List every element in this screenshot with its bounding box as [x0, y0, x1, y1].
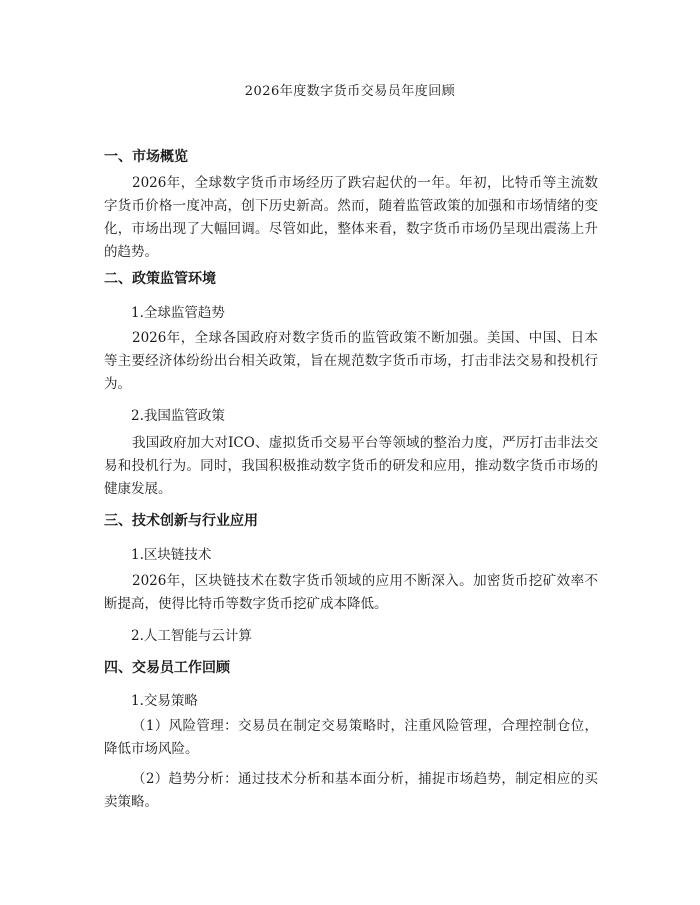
- section-2-paragraph-2: 我国政府加大对ICO、虚拟货币交易平台等领域的整治力度，严厉打击非法交易和投机行为。同时，我国积极推动数字货币的研发和应用，推动数字货币市场的健康发展。: [104, 435, 598, 497]
- section-2-subheading-1: 1.全球监管趋势: [131, 305, 225, 321]
- section-1-paragraph: 2026年，全球数字货币市场经历了跌宕起伏的一年。年初，比特币等主流数字货币价格一度冲高，创下历史新高。然而，随着监管政策的加强和市场情绪的变化，市场出现了大幅回调。尽管如此，整体来看，数字货币市场仍呈现出震荡上升的趋势。: [104, 175, 598, 260]
- section-2-heading: 二、政策监管环境: [104, 271, 216, 287]
- section-3-subheading-1: 1.区块链技术: [131, 547, 212, 563]
- section-4-item-2: （2）趋势分析：通过技术分析和基本面分析，捕捉市场趋势，制定相应的买卖策略。: [104, 771, 598, 810]
- section-3-paragraph-1: 2026年，区块链技术在数字货币领域的应用不断深入。加密货币挖矿效率不断提高，使得比特币等数字货币挖矿成本降低。: [104, 573, 598, 612]
- section-3-heading: 三、技术创新与行业应用: [104, 513, 258, 529]
- section-2-paragraph-1: 2026年，全球各国政府对数字货币的监管政策不断加强。美国、中国、日本等主要经济体纷纷出台相关政策，旨在规范数字货币市场，打击非法交易和投机行为。: [104, 330, 598, 392]
- section-1-heading: 一、市场概览: [104, 149, 188, 165]
- document-title: 2026年度数字货币交易员年度回顾: [244, 84, 456, 99]
- section-3-subheading-2: 2.人工智能与云计算: [131, 628, 252, 644]
- section-4-heading: 四、交易员工作回顾: [104, 660, 230, 676]
- section-4-subheading-1: 1.交易策略: [131, 693, 198, 709]
- section-4-item-1: （1）风险管理：交易员在制定交易策略时，注重风险管理，合理控制仓位，降低市场风险。: [104, 718, 598, 757]
- section-2-subheading-2: 2.我国监管政策: [131, 408, 225, 424]
